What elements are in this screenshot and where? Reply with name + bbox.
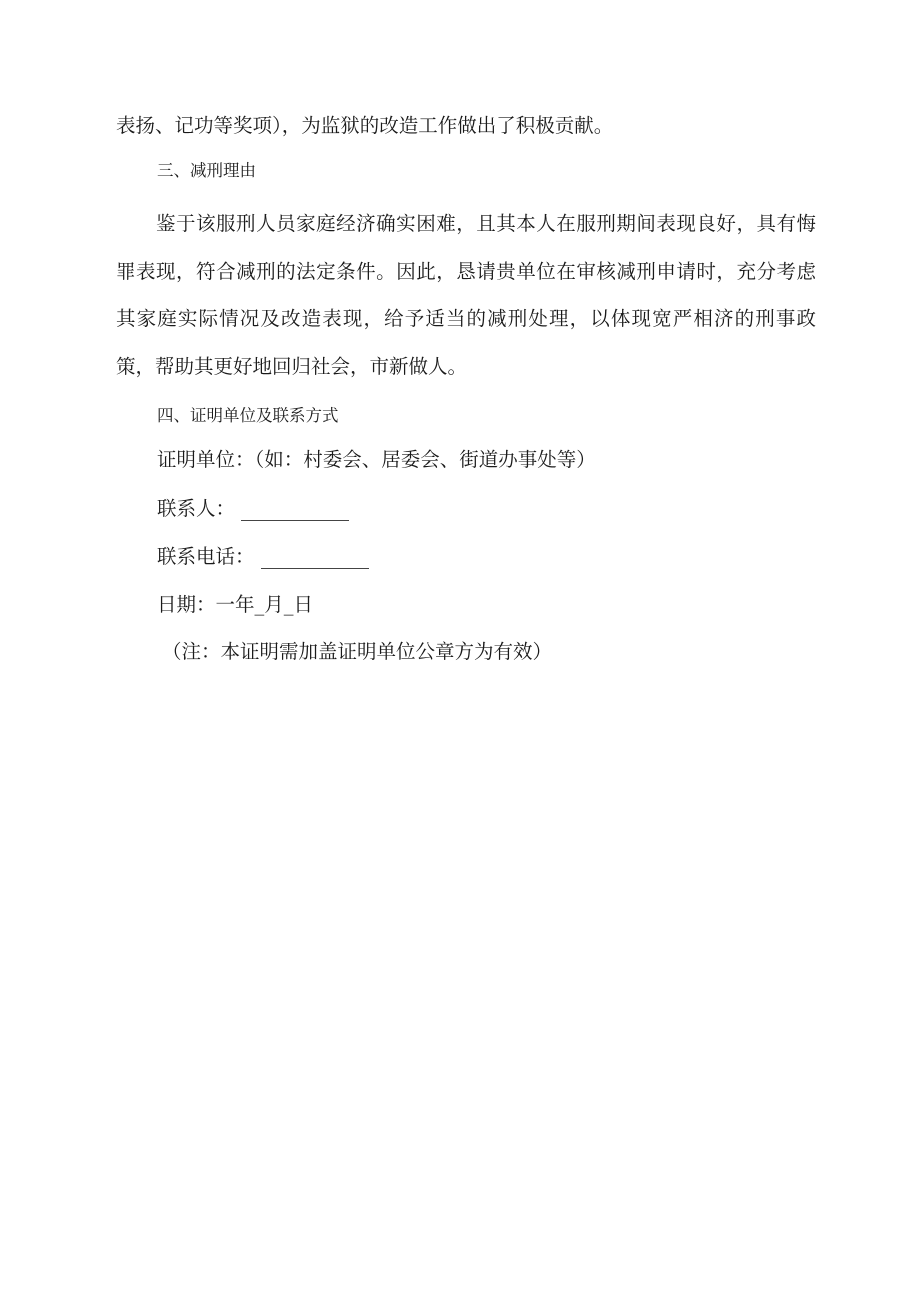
section-heading-contact: 四、证明单位及联系方式 <box>157 406 339 425</box>
contact-phone-label: 联系电话： <box>157 545 255 568</box>
section-heading-reasons: 三、减刑理由 <box>157 161 256 180</box>
contact-person-label: 联系人： <box>157 497 236 520</box>
contact-person-row <box>157 497 349 521</box>
contact-phone-blank <box>261 568 369 569</box>
contact-phone-row <box>157 545 369 569</box>
contact-person-blank <box>241 520 349 521</box>
seal-note: （注：本证明需加盖证明单位公章方为有效） <box>162 640 553 663</box>
date-line: 日期：一年_月_日 <box>157 593 314 616</box>
continuation-text: 表扬、记功等奖项），为监狱的改造工作做出了积极贡献。 <box>116 114 614 137</box>
reasons-paragraph: 鉴于该服刑人员家庭经济确实困难，且其本人在服刑期间表现良好，具有悔罪表现，符合减刑的法定条件。因此，恳请贵单位在审核减刑申请时，充分考虑其家庭实际情况及改造表现，给予适当的减刑处理，以体现宽严相济的刑事政策，帮助其更好地回归社会，市新做人。 <box>116 212 816 378</box>
certifying-unit-line: 证明单位：（如：村委会、居委会、街道办事处等） <box>157 448 596 471</box>
